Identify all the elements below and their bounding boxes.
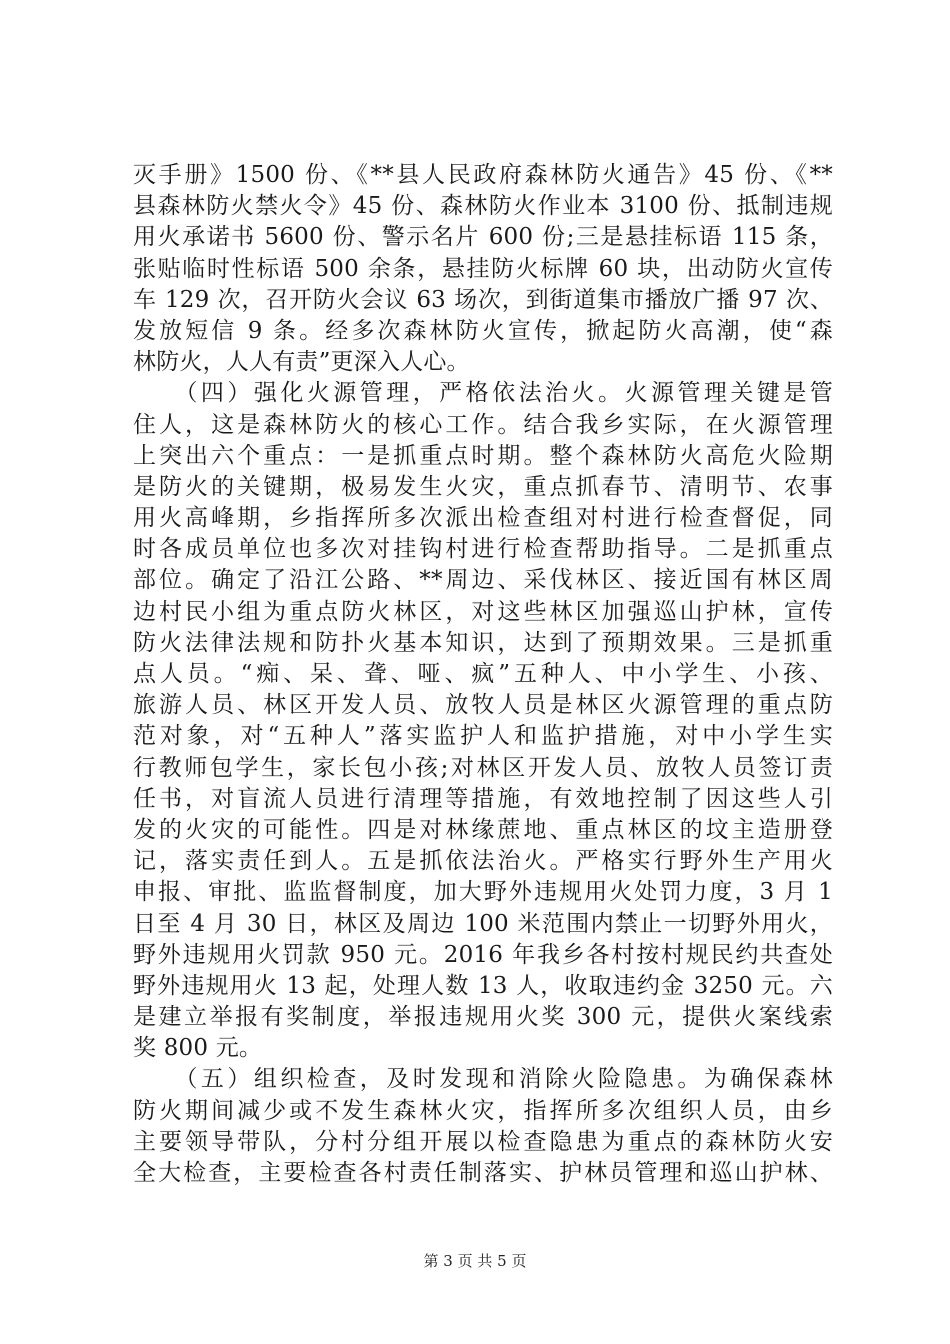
paragraph-heading-line: （四）强化火源管理，严格依法治火。火源管理关键是管 [133,380,833,407]
text-line: 用火高峰期，乡指挥所多次派出检查组对村进行检查督促，同 [133,505,833,532]
text-line: 奖 800 元。 [133,1035,263,1062]
paragraph-heading-line: （五）组织检查，及时发现和消除火险隐患。为确保森林 [133,1066,833,1093]
text-line: 部位。确定了沿江公路、**周边、采伐林区、接近国有林区周 [133,567,833,594]
text-line: 是建立举报有奖制度，举报违规用火奖 300 元，提供火案线索 [133,1004,833,1031]
text-line: 全大检查，主要检查各村责任制落实、护林员管理和巡山护林、 [133,1160,833,1186]
text-line: 范对象，对“五种人”落实监护人和监护措施，对中小学生实 [133,723,833,750]
text-line: 林防火，人人有责”更深入人心。 [133,349,470,376]
text-line: 上突出六个重点：一是抓重点时期。整个森林防火高危火险期 [133,442,833,469]
text-line: 灭手册》1500 份、《**县人民政府森林防火通告》45 份、《** [133,162,833,188]
text-line: 住人，这是森林防火的核心工作。结合我乡实际，在火源管理 [133,411,833,438]
text-line: 是防火的关键期，极易发生火灾，重点抓春节、清明节、农事 [133,473,833,500]
text-line: 申报、审批、监监督制度，加大野外违规用火处罚力度，3 月 1 [133,879,833,906]
text-line: 野外违规用火罚款 950 元。2016 年我乡各村按村规民约共查处 [133,941,833,968]
text-line: 时各成员单位也多次对挂钩村进行检查帮助指导。二是抓重点 [133,536,833,563]
text-line: 日至 4 月 30 日，林区及周边 100 米范围内禁止一切野外用火， [133,910,833,937]
text-line: 主要领导带队，分村分组开展以检查隐患为重点的森林防火安 [133,1128,833,1155]
text-line: 防火期间减少或不发生森林火灾，指挥所多次组织人员，由乡 [133,1097,833,1124]
text-line: 边村民小组为重点防火林区，对这些林区加强巡山护林，宣传 [133,598,833,625]
text-line: 县森林防火禁火令》45 份、森林防火作业本 3100 份、抵制违规 [133,193,833,220]
text-line: 行教师包学生，家长包小孩;对林区开发人员、放牧人员签订责 [133,754,833,781]
text-line: 防火法律法规和防扑火基本知识，达到了预期效果。三是抓重 [133,629,833,656]
document-body [133,160,833,1189]
text-line: 点人员。“痴、呆、聋、哑、疯”五种人、中小学生、小孩、 [133,661,833,687]
text-line: 车 129 次，召开防火会议 63 场次，到街道集市播放广播 97 次、 [133,286,833,313]
text-line: 用火承诺书 5600 份、警示名片 600 份;三是悬挂标语 115 条， [133,224,833,251]
page-footer: 第 3 页 共 5 页 [423,1252,527,1270]
text-line: 任书，对盲流人员进行清理等措施，有效地控制了因这些人引 [133,785,833,812]
text-line: 张贴临时性标语 500 余条，悬挂防火标牌 60 块，出动防火宣传 [133,255,833,282]
text-line: 旅游人员、林区开发人员、放牧人员是林区火源管理的重点防 [133,692,833,719]
text-line: 记，落实责任到人。五是抓依法治火。严格实行野外生产用火 [133,848,833,875]
text-line: 发的火灾的可能性。四是对林缘蔗地、重点林区的坟主造册登 [133,816,833,843]
text-line: 发放短信 9 条。经多次森林防火宣传，掀起防火高潮，使“森 [133,317,833,344]
text-line: 野外违规用火 13 起，处理人数 13 人，收取违约金 3250 元。六 [133,972,833,999]
